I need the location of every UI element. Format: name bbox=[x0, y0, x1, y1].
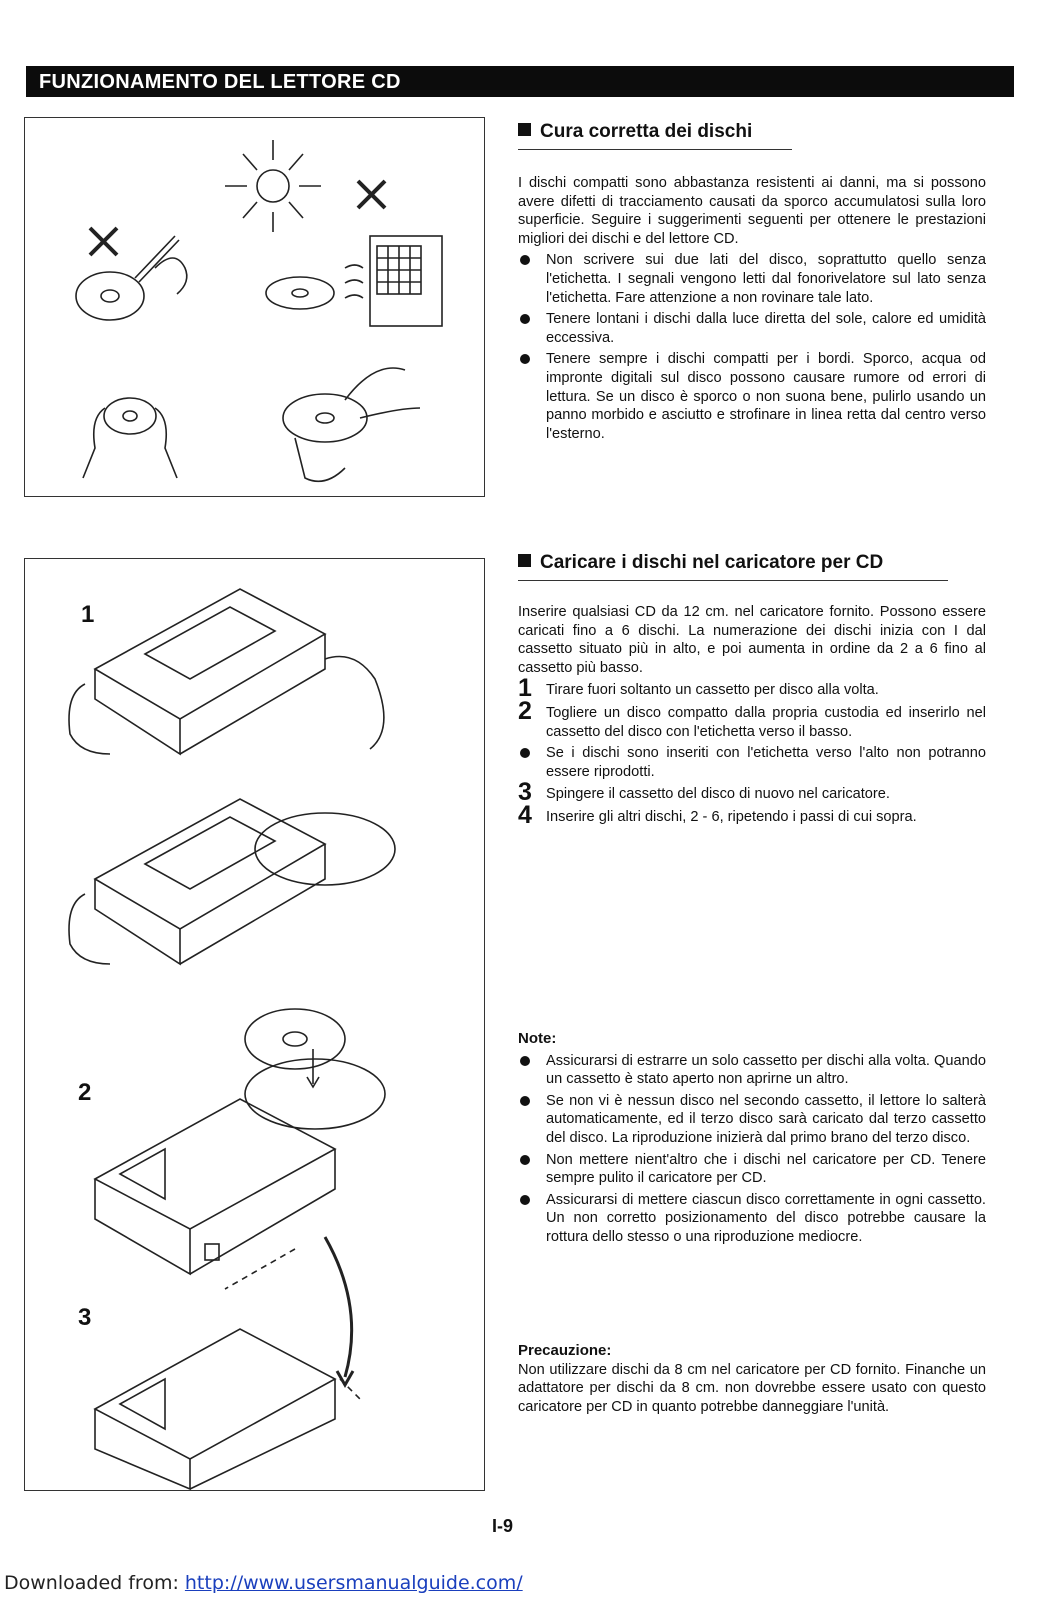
page-number: I-9 bbox=[492, 1516, 514, 1536]
list-item-text: Non scrivere sui due lati del disco, soprattutto quello senza l'etichetta. I segnali vengono letti dal fonorivelatore sul lato senza l'etichetta. Fare attenzione a non rovinare tale lato. bbox=[546, 252, 986, 306]
footer-prefix: Downloaded from: bbox=[4, 1572, 185, 1594]
section-loading-title bbox=[518, 552, 948, 581]
bullet-dot-icon bbox=[520, 1096, 530, 1106]
bullet-dot-icon bbox=[520, 354, 530, 364]
section-disc-care-body bbox=[518, 174, 986, 443]
footer-link[interactable]: http://www.usersmanualguide.com/ bbox=[184, 1572, 523, 1594]
square-bullet-icon bbox=[518, 554, 531, 567]
disc-cleaning-icon bbox=[283, 368, 420, 481]
cd-magazine-loading-illustration bbox=[24, 558, 485, 1491]
disc-care-intro: I dischi compatti sono abbastanza resistenti ai danni, ma si possono avere difetti di tracciamento causati da sporco accumulatosi sulla loro superficie. Seguire i suggerimenti seguenti per ottenere le prestazioni migliori dei dischi e del lettore CD. bbox=[518, 175, 986, 247]
bullet-dot-icon bbox=[520, 1155, 530, 1165]
step-number: 1 bbox=[518, 674, 532, 703]
caution-text: Non utilizzare dischi da 8 cm nel caricatore per CD fornito. Finanche un adattatore per dischi da 8 cm. non dovrebbe essere usato con questo caricatore per CD in quanto potrebbe danneggiare l'unità. bbox=[518, 1361, 986, 1415]
drawer-close-arrow-icon bbox=[95, 1237, 360, 1489]
download-footer bbox=[4, 1572, 523, 1594]
magazine-drawer-open-icon bbox=[69, 589, 384, 754]
section-disc-care-title-text: Cura corretta dei dischi bbox=[540, 121, 753, 142]
bullet-dot-icon bbox=[520, 255, 530, 265]
disc-heater-icon bbox=[266, 236, 442, 326]
step-item bbox=[518, 696, 986, 741]
bullet-dot-icon bbox=[520, 1056, 530, 1066]
figure-step-2-label: 2 bbox=[78, 1079, 92, 1106]
page-header-title: FUNZIONAMENTO DEL LETTORE CD bbox=[39, 71, 401, 93]
step-text: Tirare fuori soltanto un cassetto per disco alla volta. bbox=[546, 682, 879, 699]
list-item-text: Se i dischi sono inseriti con l'etichetta verso l'alto non potranno essere riprodotti. bbox=[546, 745, 986, 780]
list-item-text: Assicurarsi di mettere ciascun disco correttamente in ogni cassetto. Un non corretto posizionamento del disco potrebbe causare la rottura dello stesso o una riproduzione mediocre. bbox=[546, 1191, 986, 1245]
bullet-dot-icon bbox=[520, 314, 530, 324]
sun-icon bbox=[225, 140, 321, 232]
notes-title: Note: bbox=[518, 1030, 557, 1047]
step-number: 4 bbox=[518, 800, 532, 829]
cross-mark-icon bbox=[90, 181, 385, 255]
loading-intro: Inserire qualsiasi CD da 12 cm. nel caricatore fornito. Possono essere caricati fino a 6 dischi. La numerazione dei dischi inizia con I dal cassetto situato più in alto, e poi aumenta in ordine da 2 a 6 fino al cassetto più basso. bbox=[518, 604, 986, 676]
list-item bbox=[518, 350, 986, 443]
list-item bbox=[518, 1151, 986, 1188]
step-text: Spingere il cassetto del disco di nuovo nel caricatore. bbox=[546, 786, 890, 803]
caution-title: Precauzione: bbox=[518, 1342, 612, 1359]
step-item bbox=[518, 674, 986, 703]
list-item bbox=[518, 251, 986, 307]
hands-holding-disc-icon bbox=[83, 398, 177, 478]
caution-block bbox=[518, 1342, 986, 1416]
disc-care-illustration bbox=[24, 117, 485, 497]
figure-step-1-label: 1 bbox=[81, 601, 95, 628]
section-disc-care-title bbox=[518, 121, 792, 150]
list-item-text: Tenere sempre i dischi compatti per i bordi. Sporco, acqua od impronte digitali sul disco possono causare rumore od errori di lettura. Se un disco è sporco o non suona bene, pulirlo usando un panno morbido e asciutto e strofinare in linea retta dal centro verso l'esterno. bbox=[546, 351, 986, 442]
bullet-dot-icon bbox=[520, 1195, 530, 1205]
bullet-dot-icon bbox=[520, 748, 530, 758]
step-number: 2 bbox=[518, 696, 532, 725]
list-item bbox=[518, 1052, 986, 1089]
step-text: Togliere un disco compatto dalla propria custodia ed inserirlo nel cassetto del disco con l'etichetta verso il basso. bbox=[546, 704, 986, 740]
disc-placement-icon bbox=[95, 1009, 385, 1274]
step-item bbox=[518, 800, 986, 829]
list-item-text: Non mettere nient'altro che i dischi nel caricatore per CD. Tenere sempre pulito il caricatore per CD. bbox=[546, 1151, 986, 1187]
step-item bbox=[518, 778, 986, 807]
section-loading-body bbox=[518, 603, 986, 827]
step-text: Inserire gli altri dischi, 2 - 6, ripetendo i passi di cui sopra. bbox=[546, 808, 917, 825]
notes-block bbox=[518, 1030, 986, 1247]
disc-writing-icon bbox=[76, 236, 187, 320]
square-bullet-icon bbox=[518, 123, 531, 136]
figure-step-3-label: 3 bbox=[78, 1304, 92, 1331]
magazine-disc-insert-icon bbox=[69, 799, 395, 964]
list-item-text: Assicurarsi di estrarre un solo cassetto per dischi alla volta. Quando un cassetto è stato aperto non aprirne un altro. bbox=[546, 1052, 986, 1088]
list-item-text: Se non vi è nessun disco nel secondo cassetto, il lettore lo salterà automaticamente, ed il terzo disco sarà caricato dal terzo cassetto del disco. La riproduzione inizierà dal primo brano del terzo disco. bbox=[546, 1092, 986, 1146]
list-item bbox=[518, 744, 986, 781]
list-item-text: Tenere lontani i dischi dalla luce diretta del sole, calore ed umidità eccessiva. bbox=[546, 311, 986, 346]
list-item bbox=[518, 1092, 986, 1148]
step-number: 3 bbox=[518, 778, 532, 807]
page-header-bar bbox=[26, 66, 1014, 97]
list-item bbox=[518, 310, 986, 347]
section-loading-title-text: Caricare i dischi nel caricatore per CD bbox=[540, 552, 884, 573]
list-item bbox=[518, 1191, 986, 1247]
